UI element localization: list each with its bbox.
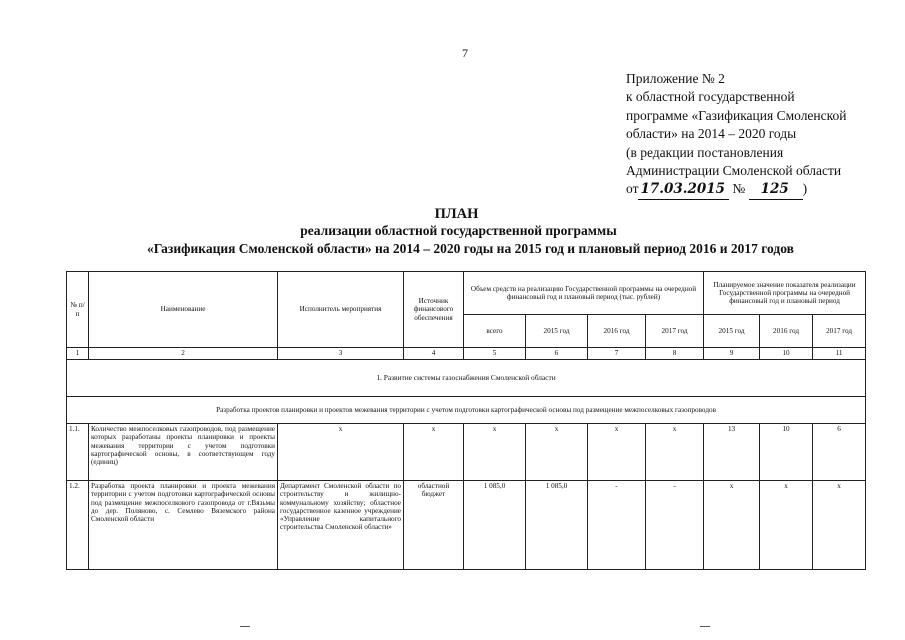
header-funds-2015: 2015 год <box>526 315 588 348</box>
header-source: Источник финансового обеспечения <box>404 272 464 348</box>
handwritten-date: 17.03.2015 <box>638 180 729 199</box>
section-row <box>67 360 866 397</box>
title-line-3: «Газификация Смоленской области» на 2014 – 2020 годы на 2015 год и плановый период 2016 и 2017 годов <box>147 241 794 256</box>
row-2016: - <box>588 481 646 570</box>
row-2015: х <box>526 424 588 481</box>
row-source: х <box>404 424 464 481</box>
row-2015: 1 085,0 <box>526 481 588 570</box>
col-number: 11 <box>813 348 866 360</box>
header-funds-2017: 2017 год <box>646 315 704 348</box>
title-line-1: ПЛАН <box>434 206 479 222</box>
col-number: 6 <box>526 348 588 360</box>
row-num: 1.2. <box>67 481 89 570</box>
header-row <box>67 272 866 315</box>
row-executor: Департамент Смоленской области по строительству и жилищно-коммунальному хозяйству; областное государственное казенное учреждение «Управление капитального строительства Смоленской области» <box>278 481 404 570</box>
row-2016: х <box>588 424 646 481</box>
scan-artifact <box>240 626 250 627</box>
row-total: х <box>464 424 526 481</box>
col-number: 1 <box>67 348 89 360</box>
row-ind-2015: 13 <box>704 424 760 481</box>
col-number: 4 <box>404 348 464 360</box>
col-number: 2 <box>89 348 278 360</box>
row-name: Разработка проекта планировки и проекта межевания территории с учетом подготовки картографической основы под размещение межпоселкового газопровода от г.Вязьмы до дер. Поляново, с. Семлево Вяземского района Смоленской области <box>89 481 278 570</box>
date-prefix: от <box>626 181 639 197</box>
subsection-row <box>67 397 866 424</box>
column-number-row <box>67 348 866 360</box>
row-ind-2016: 10 <box>760 424 813 481</box>
title-line-2: реализации областной государственной программы <box>300 223 617 238</box>
row-executor: х <box>278 424 404 481</box>
table-row <box>67 424 866 481</box>
plan-table <box>66 271 866 570</box>
appendix-line: Администрации Смоленской области <box>626 163 842 179</box>
appendix-line: (в редакции постановления <box>626 144 784 160</box>
header-executor: Исполнитель мероприятия <box>278 272 404 348</box>
col-number: 5 <box>464 348 526 360</box>
col-number: 9 <box>704 348 760 360</box>
header-indicator-group: Планируемое значение показателя реализации Государственной программы на очередной финансовый год и плановый период <box>704 272 866 315</box>
closing-paren: ) <box>802 181 808 197</box>
number-prefix: № <box>732 181 746 197</box>
appendix-line: Приложение № 2 <box>626 71 725 86</box>
col-number: 10 <box>760 348 813 360</box>
row-num: 1.1. <box>67 424 89 481</box>
appendix-line: области» на 2014 – 2020 годы <box>626 126 797 142</box>
header-num: № п/п <box>67 272 89 348</box>
handwritten-number: 125 <box>749 180 803 199</box>
col-number: 8 <box>646 348 704 360</box>
row-ind-2016: х <box>760 481 813 570</box>
col-number: 3 <box>278 348 404 360</box>
appendix-line: к областной государственной <box>626 89 795 105</box>
header-ind-2017: 2017 год <box>813 315 866 348</box>
page-number: 7 <box>462 46 468 60</box>
subsection-title: Разработка проектов планировки и проектов межевания территории с учетом подготовки картографической основы под размещение межпоселковых газопроводов <box>67 397 866 424</box>
section-title: 1. Развитие системы газоснабжения Смоленской области <box>67 360 866 397</box>
header-ind-2015: 2015 год <box>704 315 760 348</box>
header-funds-group: Объем средств на реализацию Государственной программы на очередной финансовый год и плановый период (тыс. рублей) <box>464 272 704 315</box>
row-ind-2017: х <box>813 481 866 570</box>
row-ind-2015: х <box>704 481 760 570</box>
col-number: 7 <box>588 348 646 360</box>
appendix-date-line <box>626 180 886 199</box>
row-total: 1 085,0 <box>464 481 526 570</box>
plan-title <box>0 206 905 258</box>
row-ind-2017: 6 <box>813 424 866 481</box>
table-row <box>67 481 866 570</box>
appendix-line: программе «Газификация Смоленской <box>626 107 847 123</box>
header-name: Наименование <box>89 272 278 348</box>
row-source: областной бюджет <box>404 481 464 570</box>
header-ind-2016: 2016 год <box>760 315 813 348</box>
header-funds-total: всего <box>464 315 526 348</box>
row-2017: - <box>646 481 704 570</box>
scan-artifact <box>700 626 710 627</box>
header-funds-2016: 2016 год <box>588 315 646 348</box>
row-2017: х <box>646 424 704 481</box>
row-name: Количество межпоселковых газопроводов, под размещение которых разработаны проекты планировки и проекты межевания территории с учетом подготовки картографической основы, в соответствующем году (единиц) <box>89 424 278 481</box>
appendix-block <box>626 70 886 200</box>
